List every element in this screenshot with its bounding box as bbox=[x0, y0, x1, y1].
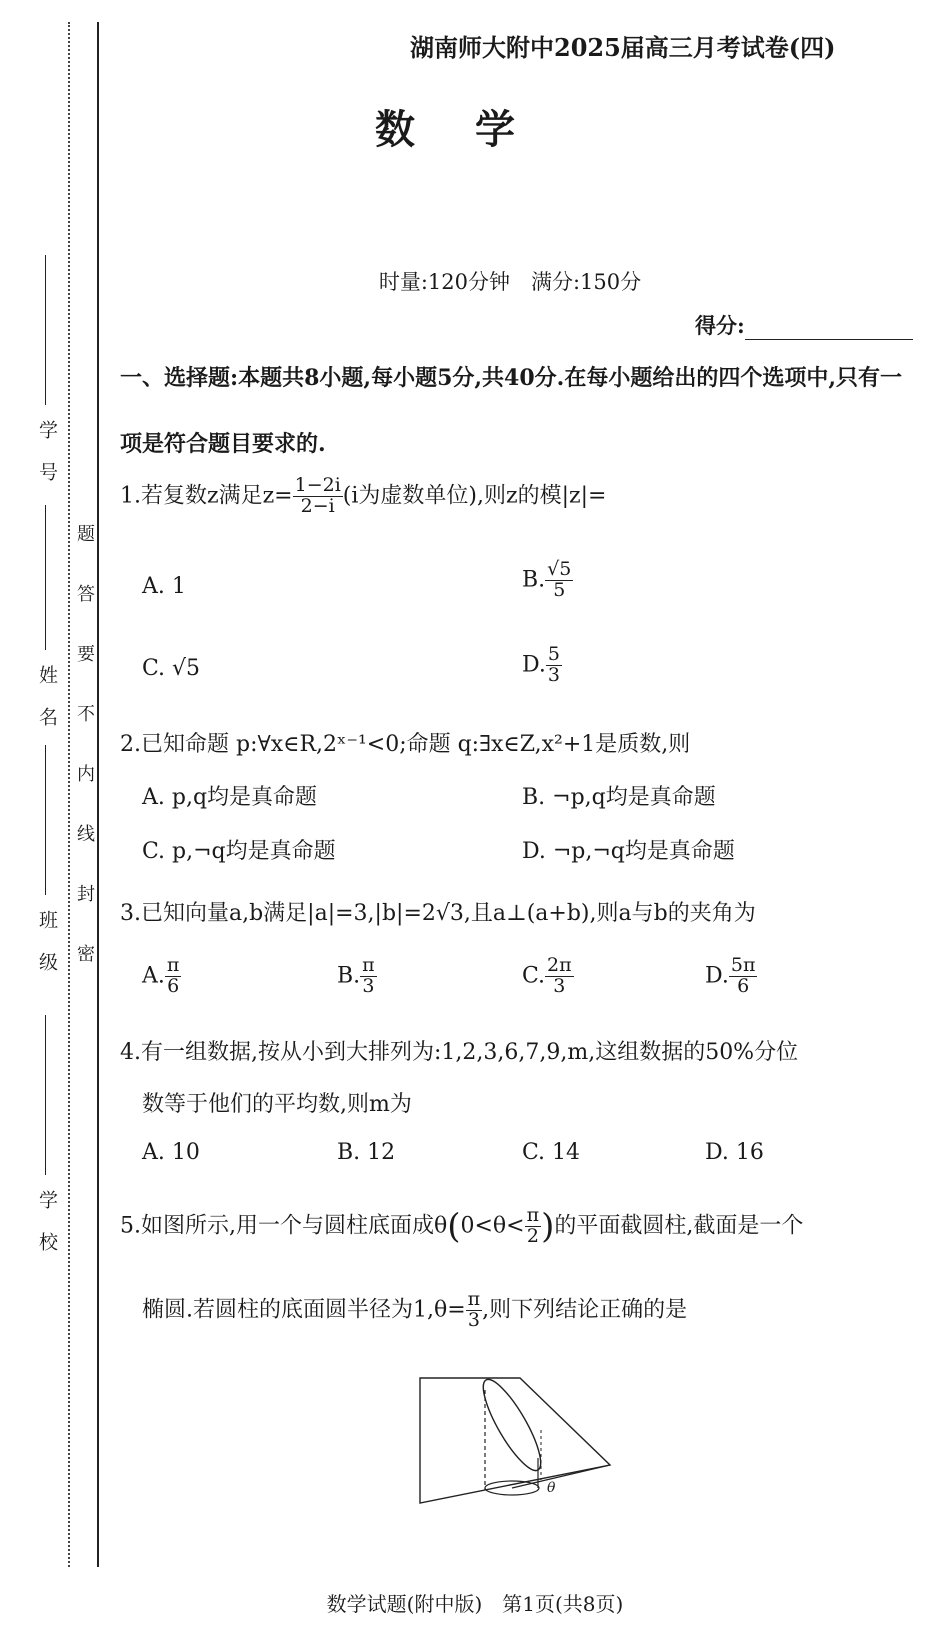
q3-b-den: 3 bbox=[362, 974, 375, 997]
q1-option-c[interactable]: C. √5 bbox=[142, 656, 201, 681]
q1-d-num: 5 bbox=[547, 643, 560, 665]
q3-b-frac bbox=[360, 956, 377, 997]
question-3-stem: 3.已知向量a,b满足|a|=3,|b|=2√3,且a⊥(a+b),则a与b的夹角为 bbox=[120, 901, 756, 926]
q5-paren-open: ( bbox=[447, 1206, 461, 1247]
binding-solid-line bbox=[97, 22, 99, 1567]
section-heading: 一、选择题:本题共8小题,每小题5分,共40分.在每小题给出的四个选项中,只有一项是符合题目要求的. bbox=[120, 365, 902, 457]
q3-option-c[interactable] bbox=[522, 956, 574, 997]
cutting-plane bbox=[420, 1378, 610, 1503]
base-line bbox=[512, 1465, 610, 1488]
question-2-stem: 2.已知命题 p:∀x∈R,2ˣ⁻¹<0;命题 q:∃x∈Z,x²+1是质数,则 bbox=[120, 732, 691, 757]
q1-option-a[interactable]: A. 1 bbox=[142, 574, 186, 599]
question-5-stem-line2 bbox=[142, 1290, 687, 1331]
q3-a-frac bbox=[165, 956, 182, 997]
q3-b-num: π bbox=[362, 954, 375, 976]
q5-stem-1b: 的平面截圆柱,截面是一个 bbox=[554, 1213, 804, 1239]
q5-t-num: π bbox=[467, 1288, 481, 1310]
q5-paren-content: 0<θ< bbox=[460, 1213, 525, 1239]
field-label-school: 学 校 bbox=[36, 1190, 58, 1253]
q1-stem-a: 1.若复数z满足z= bbox=[120, 483, 293, 509]
q4-option-a[interactable]: A. 10 bbox=[142, 1140, 200, 1165]
binding-dotted-line bbox=[68, 22, 70, 1567]
seal-char: 封 bbox=[77, 884, 95, 905]
q1-d-den: 3 bbox=[547, 663, 560, 686]
q1-frac-num: 1−2i bbox=[294, 474, 341, 496]
seal-char: 答 bbox=[77, 584, 95, 605]
q3-d-num: 5π bbox=[730, 954, 756, 976]
question-4-stem-line1: 4.有一组数据,按从小到大排列为:1,2,3,6,7,9,m,这组数据的50%分位 bbox=[120, 1040, 799, 1065]
score-blank[interactable] bbox=[745, 319, 913, 340]
q3-d-label: D. bbox=[705, 963, 729, 989]
q5-stem-2b: ,则下列结论正确的是 bbox=[482, 1297, 688, 1323]
exam-info: 时量:120分钟 满分:150分 bbox=[378, 270, 642, 294]
score-field bbox=[695, 310, 913, 340]
seal-char: 线 bbox=[77, 824, 95, 845]
q3-c-label: C. bbox=[522, 963, 546, 989]
q3-option-b[interactable] bbox=[337, 956, 377, 997]
q3-c-den: 3 bbox=[553, 974, 566, 997]
q2-option-b[interactable]: B. ¬p,q均是真命题 bbox=[522, 785, 716, 810]
exam-title: 湖南师大附中2025届高三月考试卷(四) bbox=[410, 33, 836, 62]
seal-char: 密 bbox=[77, 944, 95, 965]
seal-char: 题 bbox=[77, 524, 95, 545]
field-line-school bbox=[45, 1015, 46, 1175]
q1-option-b[interactable] bbox=[522, 560, 573, 601]
q1-fraction bbox=[293, 476, 343, 517]
q3-a-label: A. bbox=[142, 963, 165, 989]
q1-b-num: √5 bbox=[547, 558, 572, 580]
q2-option-d[interactable]: D. ¬p,¬q均是真命题 bbox=[522, 839, 735, 864]
q1-option-b-frac bbox=[545, 560, 573, 601]
q1-b-den: 5 bbox=[553, 578, 566, 601]
q5-stem-1a: 5.如图所示,用一个与圆柱底面成θ bbox=[120, 1213, 448, 1239]
question-1-stem bbox=[120, 476, 606, 517]
q1-option-d[interactable] bbox=[522, 645, 562, 686]
q3-c-frac bbox=[545, 956, 574, 997]
question-4-stem-line2: 数等于他们的平均数,则m为 bbox=[142, 1092, 412, 1117]
q1-option-d-label: D. bbox=[522, 652, 546, 678]
field-label-student-id: 学 号 bbox=[36, 420, 58, 483]
q4-option-c[interactable]: C. 14 bbox=[522, 1140, 581, 1165]
q3-option-d[interactable] bbox=[705, 956, 757, 997]
subject-title: 数学 bbox=[375, 106, 575, 153]
q4-option-d[interactable]: D. 16 bbox=[705, 1140, 764, 1165]
field-label-class: 班 级 bbox=[36, 910, 58, 973]
q5-p-den: 2 bbox=[526, 1224, 539, 1247]
q1-option-b-label: B. bbox=[522, 567, 546, 593]
q1-frac-den: 2−i bbox=[300, 494, 335, 517]
q3-d-frac bbox=[729, 956, 758, 997]
q3-b-label: B. bbox=[337, 963, 361, 989]
q5-range-frac bbox=[525, 1206, 542, 1247]
field-label-name: 姓 名 bbox=[36, 665, 58, 728]
score-label: 得分: bbox=[695, 313, 745, 338]
q4-option-b[interactable]: B. 12 bbox=[337, 1140, 396, 1165]
q3-c-num: 2π bbox=[547, 954, 572, 976]
q2-option-a[interactable]: A. p,q均是真命题 bbox=[142, 785, 318, 810]
seal-char: 内 bbox=[77, 764, 95, 785]
q5-stem-2a: 椭圆.若圆柱的底面圆半径为1,θ= bbox=[142, 1297, 466, 1323]
q3-a-den: 6 bbox=[167, 974, 180, 997]
page-footer: 数学试题(附中版) 第1页(共8页) bbox=[326, 1592, 624, 1616]
q5-paren-close: ) bbox=[541, 1206, 555, 1247]
field-line-class bbox=[45, 745, 46, 895]
seal-char: 不 bbox=[77, 704, 95, 725]
q1-stem-b: (i为虚数单位),则z的模|z|= bbox=[342, 483, 607, 509]
q3-option-a[interactable] bbox=[142, 956, 181, 997]
q2-option-c[interactable]: C. p,¬q均是真命题 bbox=[142, 839, 336, 864]
question-5-stem-line1 bbox=[120, 1206, 803, 1247]
cylinder-section-figure bbox=[410, 1370, 620, 1510]
q5-t-den: 3 bbox=[467, 1308, 480, 1331]
theta-label: θ bbox=[547, 1480, 556, 1496]
q5-p-num: π bbox=[526, 1204, 540, 1226]
field-line-name bbox=[45, 505, 46, 650]
q3-a-num: π bbox=[166, 954, 180, 976]
q3-d-den: 6 bbox=[737, 974, 750, 997]
q1-option-d-frac bbox=[546, 645, 562, 686]
q5-theta-frac bbox=[466, 1290, 483, 1331]
seal-char: 要 bbox=[77, 644, 95, 665]
